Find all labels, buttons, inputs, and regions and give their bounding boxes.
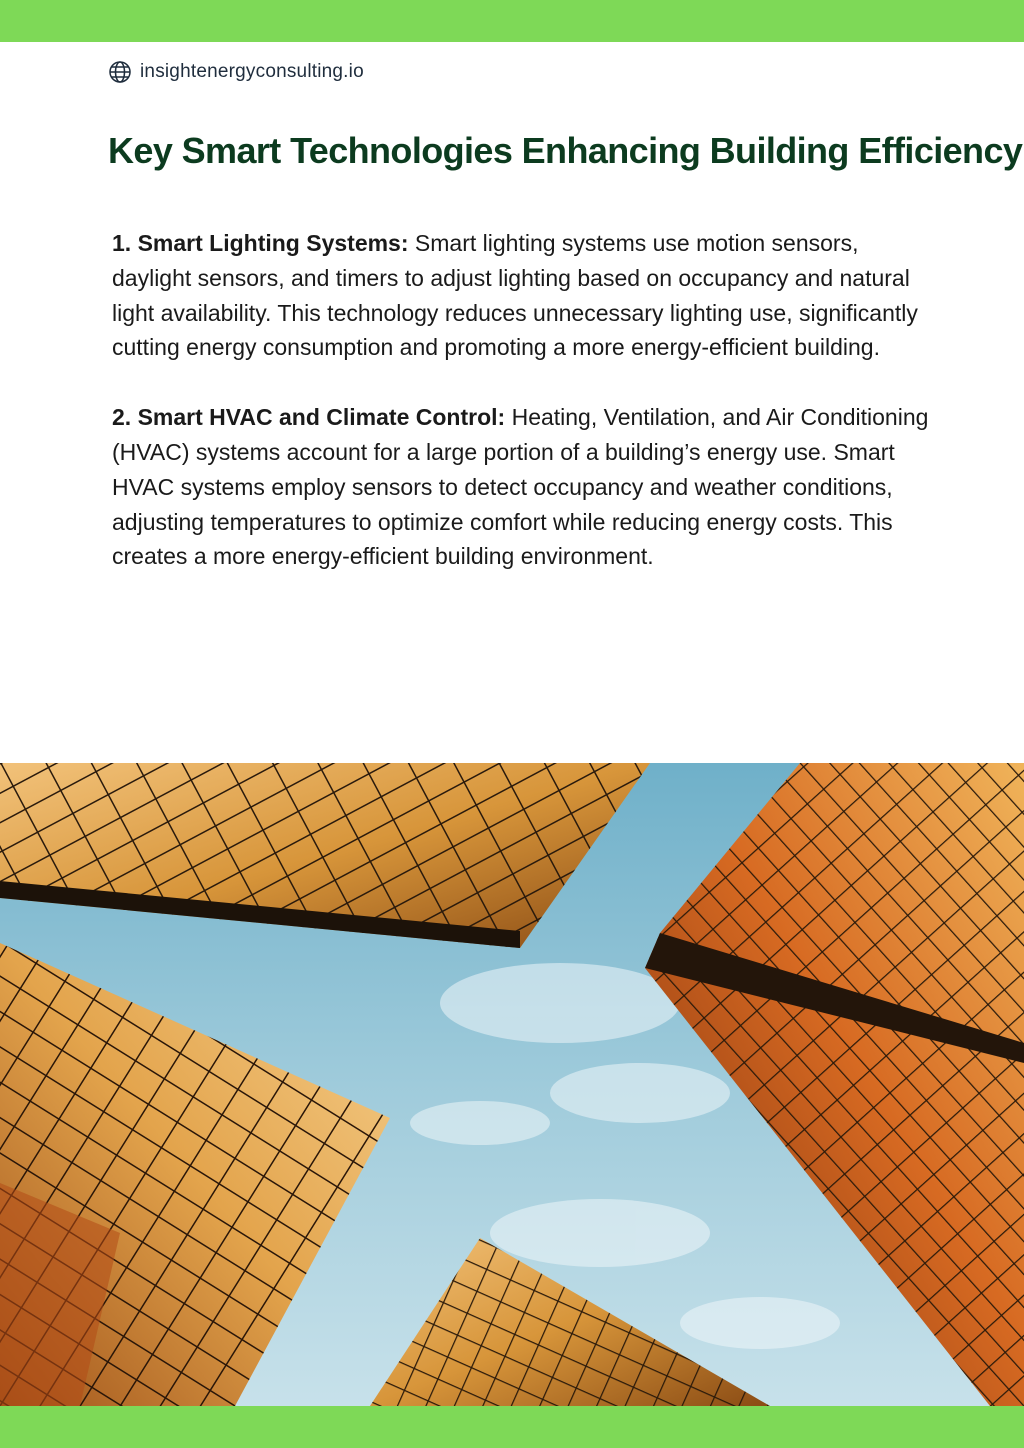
paragraph-smart-lighting: [112, 226, 932, 365]
skyscrapers-photo: [0, 763, 1024, 1406]
paragraph-body: Heating, Ventilation, and Air Conditioning (HVAC) systems account for a large portion of a building’s energy use. Smart HVAC systems employ sensors to detect occupancy and weather conditions, adjusting temperatures to optimize comfort while reducing energy costs. This creates a more energy-efficient building environment.: [112, 404, 929, 570]
paragraph-heading: 1. Smart Lighting Systems:: [112, 230, 409, 256]
top-accent-bar: [0, 0, 1024, 42]
page-title: Key Smart Technologies Enhancing Building Efficiency: [108, 130, 1023, 171]
body-text: [112, 226, 932, 609]
site-header: [108, 60, 364, 84]
paragraph-body: Smart lighting systems use motion sensors, daylight sensors, and timers to adjust lighting based on occupancy and natural light availability. This technology reduces unnecessary lighting use, significantly cutting energy consumption and promoting a more energy-efficient building.: [112, 230, 918, 361]
bottom-accent-bar: [0, 1406, 1024, 1448]
paragraph-smart-hvac: [112, 400, 932, 574]
site-url[interactable]: insightenergyconsulting.io: [140, 61, 364, 82]
skyscrapers-illustration: [0, 763, 1024, 1406]
globe-icon: [108, 60, 132, 84]
paragraph-heading: 2. Smart HVAC and Climate Control:: [112, 404, 506, 431]
